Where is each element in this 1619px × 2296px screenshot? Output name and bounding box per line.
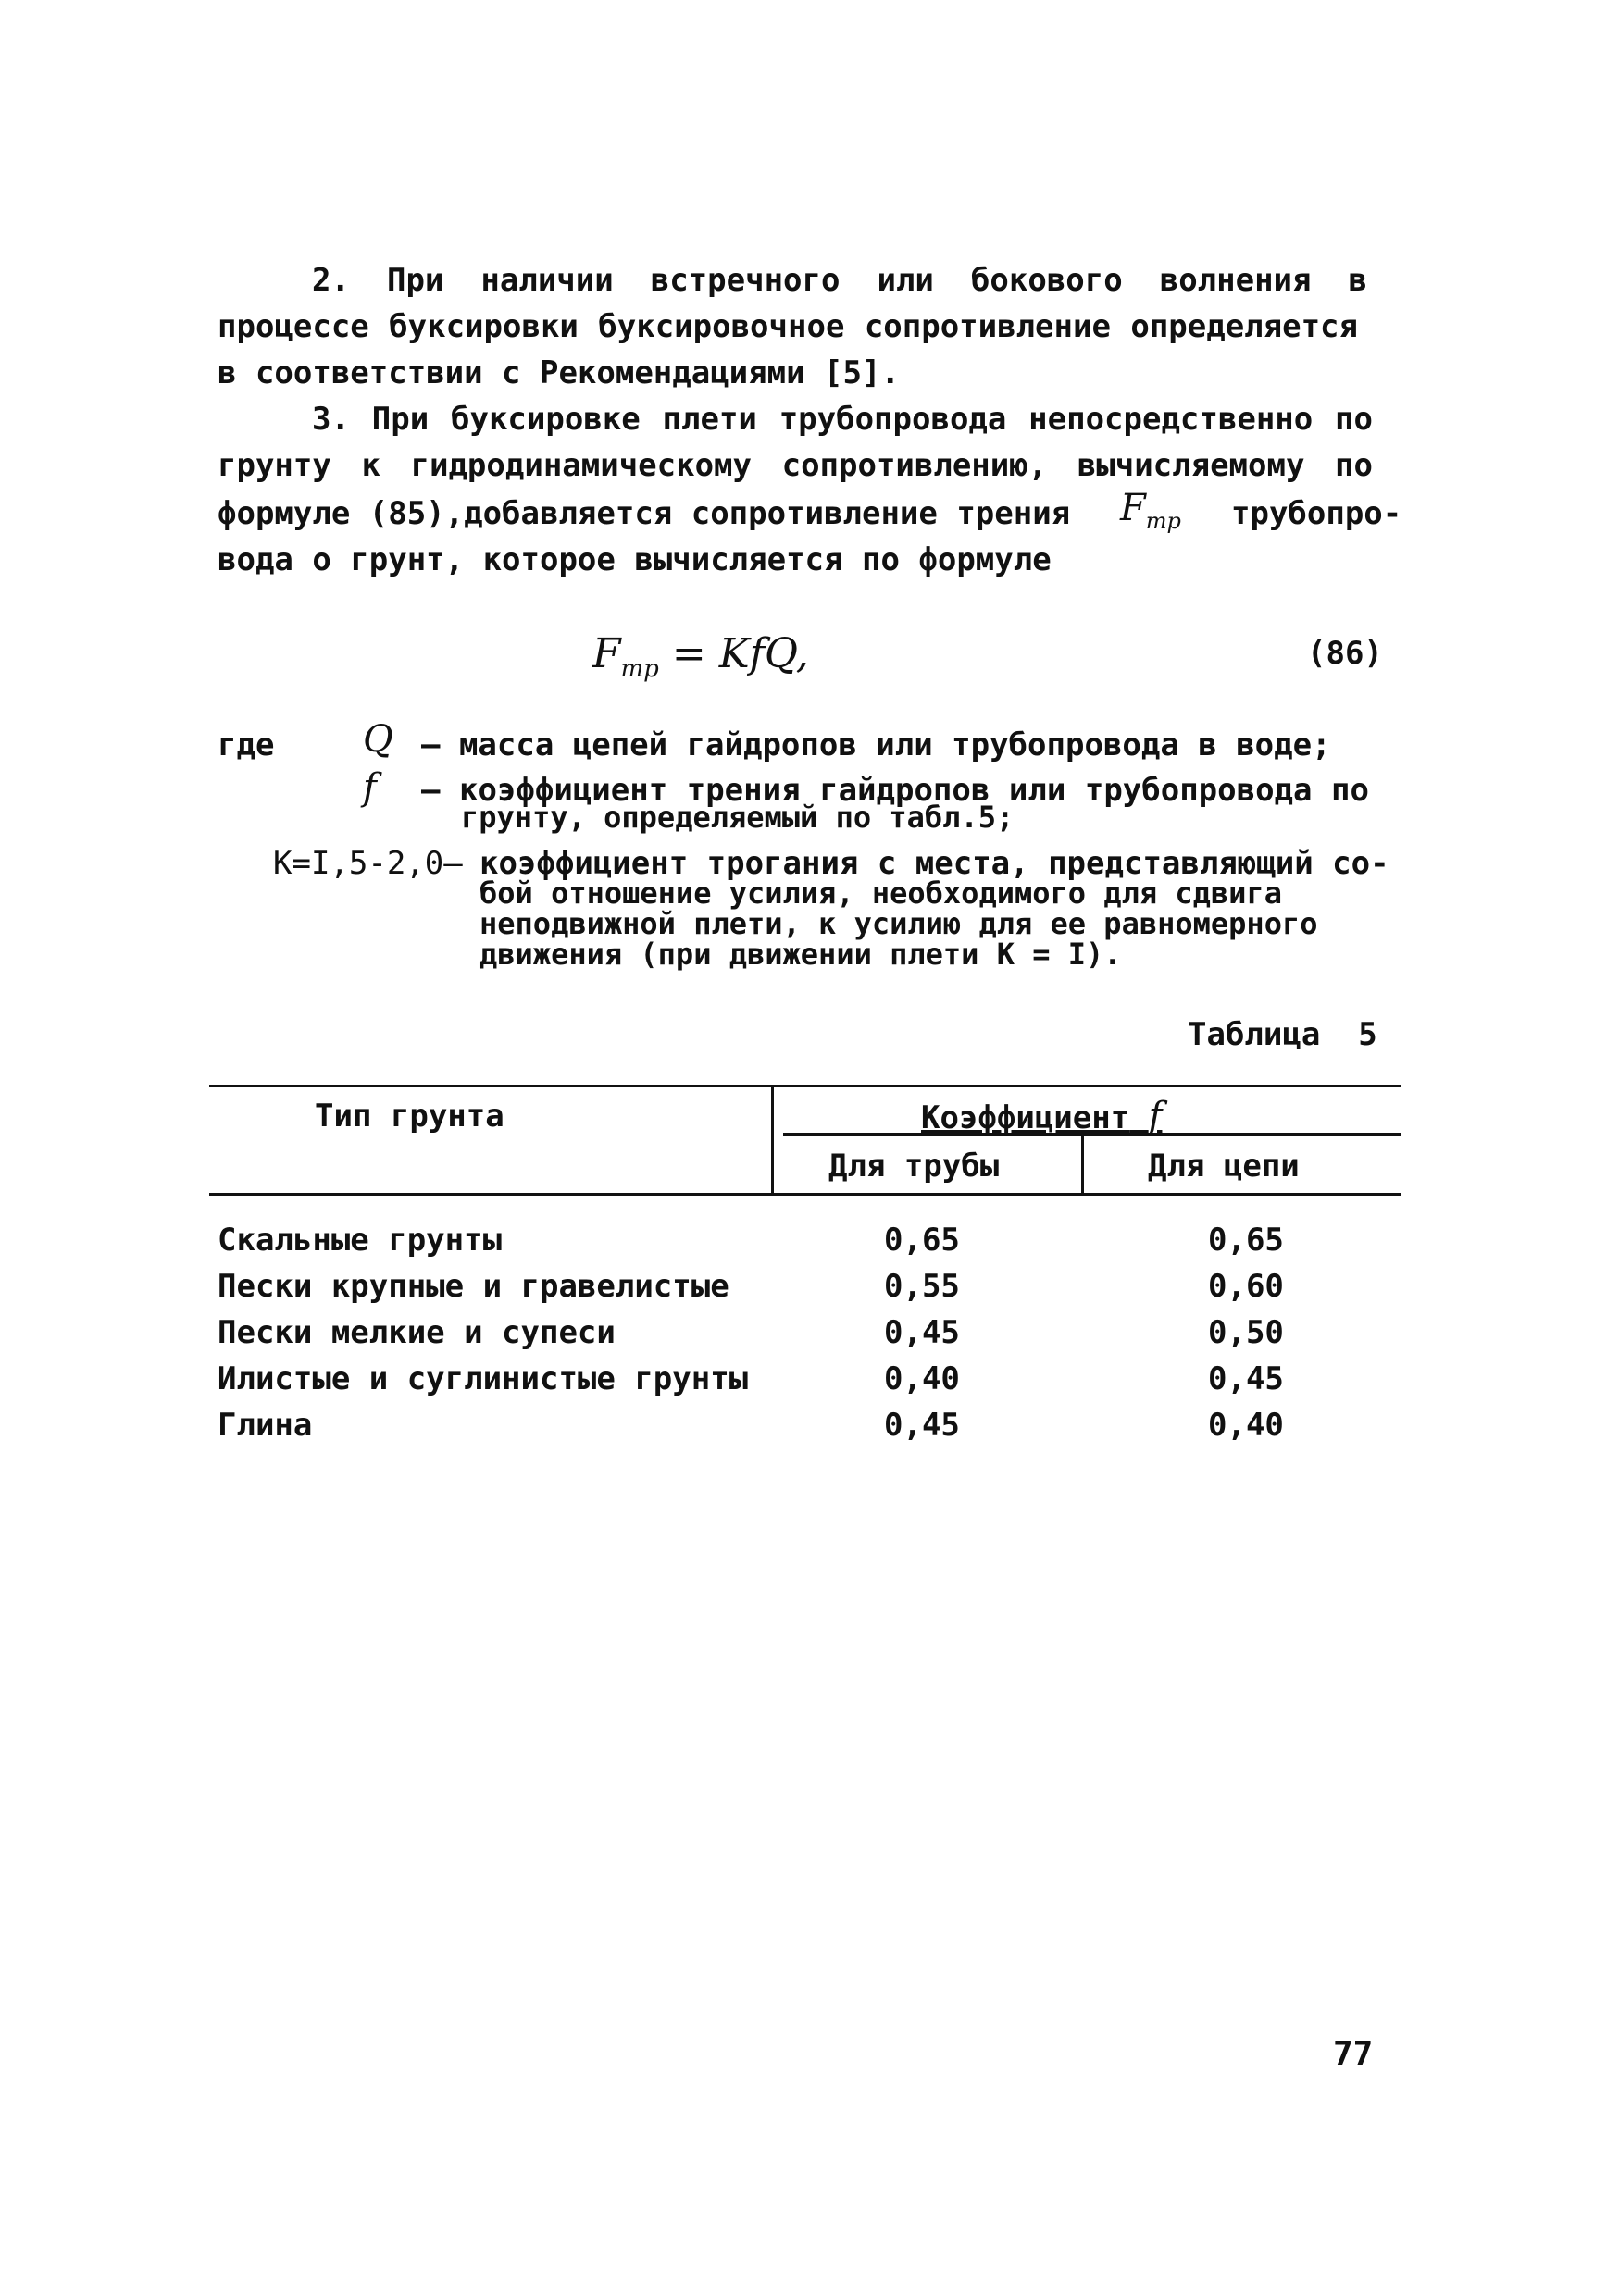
table-header-coefficient-symbol: f [1148,1095,1163,1137]
formula-lhs: F [592,630,621,677]
where-text-k-2: бой отношение усилия, необходимого для сдвига [479,875,1282,911]
where-text-k-3: неподвижной плети, к усилию для ее равномерного [479,906,1318,941]
paragraph-3-line-4: вода о грунт, которое вычисляется по формуле [218,541,1052,578]
table-cell-chain: 0,45 [1208,1360,1284,1397]
table-header-coefficient [921,1095,1163,1137]
table-cell-chain: 0,50 [1208,1314,1284,1351]
table-cell-soil: Скальные грунты [218,1222,503,1259]
paragraph-3-line-3b: трубопро- [1231,495,1402,532]
table-cell-pipe: 0,40 [884,1360,960,1397]
table-vertical-rule-2 [1081,1136,1084,1194]
where-text-f-1: – коэффициент трения гайдропов или трубопровода по [421,772,1369,809]
formula-number: (86) [1307,635,1383,672]
table-cell-chain: 0,40 [1208,1407,1284,1444]
table-vertical-rule-1 [771,1085,774,1194]
paragraph-2-line-1: 2. При наличии встречного или бокового волнения в [312,262,1367,299]
table-cell-chain: 0,60 [1208,1268,1284,1305]
where-text-k-1: коэффициент трогания с места, представляющий со- [479,845,1389,882]
where-symbol-q: Q [363,718,393,761]
where-label: где [218,726,275,763]
table-cell-pipe: 0,45 [884,1314,960,1351]
where-text-q: – масса цепей гайдропов или трубопровода в воде; [421,726,1331,763]
where-symbol-k: K=I,5-2,0– [273,845,463,882]
table-cell-soil: Глина [218,1407,313,1444]
table-cell-pipe: 0,55 [884,1268,960,1305]
friction-force-letter: F [1120,487,1146,529]
table-cell-soil: Пески мелкие и супеси [218,1314,616,1351]
table-cell-pipe: 0,65 [884,1222,960,1259]
where-text-f-2: грунту, определяемый по табл.5; [461,800,1015,835]
table-cell-soil: Илистые и суглинистые грунты [218,1360,749,1397]
table-cell-chain: 0,65 [1208,1222,1284,1259]
paragraph-2-line-3: в соответствии с Рекомендациями [5]. [218,354,900,391]
paragraph-2-line-2: процессе буксировки буксировочное сопротивление определяется [218,308,1358,345]
table-header-coefficient-label: Коэффициент [921,1099,1130,1136]
table-cell-soil: Пески крупные и гравелистые [218,1268,729,1305]
table-header-chain: Для цепи [1148,1148,1300,1185]
where-symbol-f: f [363,766,377,809]
table-header-soil-type: Тип грунта [315,1098,504,1135]
table-header-pipe: Для трубы [828,1148,1000,1185]
page-number: 77 [1333,2035,1374,2073]
paragraph-3-line-2: грунту к гидродинамическому сопротивлению, вычисляемому по [218,447,1373,484]
friction-force-symbol [1120,487,1181,534]
table-top-rule [209,1085,1401,1087]
formula-86 [592,631,809,692]
table-header-bottom-rule [209,1193,1401,1196]
where-text-k-4: движения (при движении плети K = I). [479,937,1122,972]
paragraph-3-line-1: 3. При буксировке плети трубопровода непосредственно по [312,401,1373,438]
paragraph-3-line-3a: формуле (85),добавляется сопротивление трения [218,495,1071,532]
formula-lhs-subscript: тр [620,654,659,683]
formula-rhs: = KfQ, [671,630,809,677]
table-caption: Таблица 5 [1188,1016,1377,1053]
friction-force-subscript: тр [1145,508,1181,534]
table-cell-pipe: 0,45 [884,1407,960,1444]
